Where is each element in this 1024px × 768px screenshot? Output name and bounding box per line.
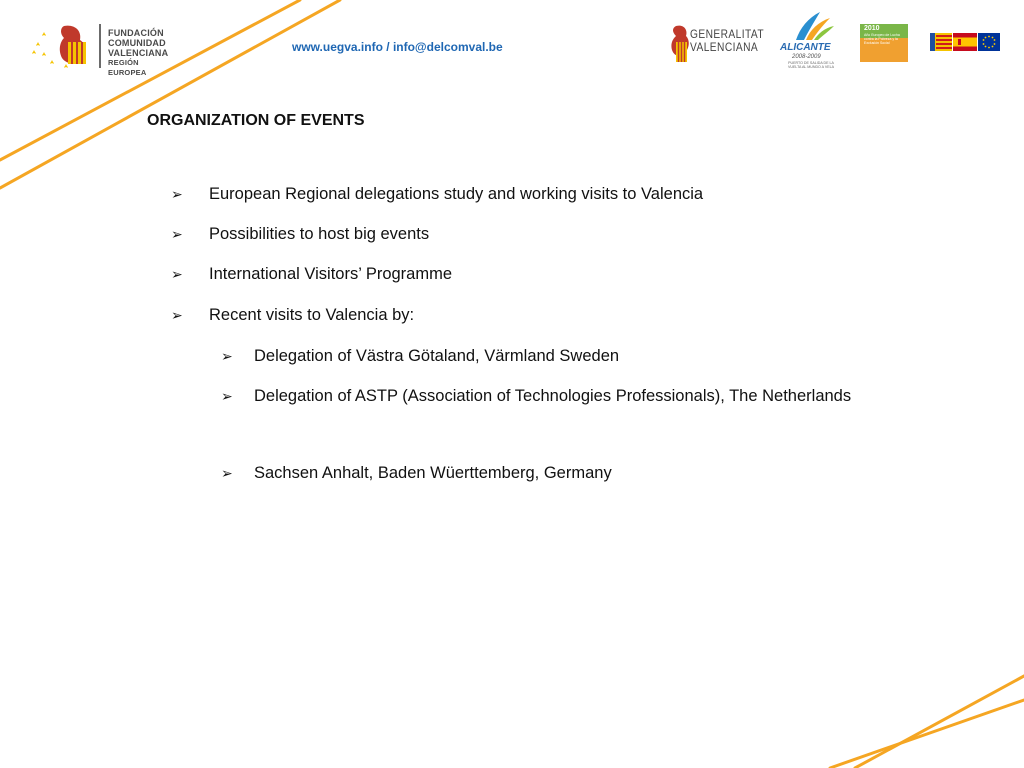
alicante-subtitle: PUERTO DE SALIDA DE LA VUELTA AL MUNDO A VELA bbox=[787, 61, 835, 69]
fundacion-logo bbox=[28, 20, 178, 77]
alicante-name: ALICANTE bbox=[780, 42, 831, 53]
email-link[interactable]: info@delcomval.be bbox=[392, 40, 503, 54]
slide-title: ORGANIZATION OF EVENTS bbox=[147, 112, 365, 129]
arrowhead-bullet-icon: ➢ bbox=[171, 226, 183, 242]
generalitat-emblem-icon bbox=[670, 24, 690, 66]
alicante-logo bbox=[776, 10, 838, 72]
spain-flag-icon bbox=[953, 33, 977, 51]
arrowhead-bullet-icon: ➢ bbox=[171, 186, 183, 202]
eu-flag-icon bbox=[978, 33, 1000, 51]
arrowhead-bullet-icon: ➢ bbox=[171, 266, 183, 282]
generalitat-valenciana-logo bbox=[670, 22, 765, 66]
sail-icon bbox=[776, 10, 838, 44]
website-link[interactable]: www.uegva.info bbox=[292, 40, 383, 54]
fundacion-divider bbox=[99, 24, 101, 68]
generalitat-text: GENERALITAT VALENCIANA bbox=[690, 27, 765, 54]
fundacion-emblem-icon bbox=[28, 20, 100, 72]
alicante-years: 2008-2009 bbox=[792, 54, 821, 60]
arrowhead-bullet-icon: ➢ bbox=[221, 465, 233, 481]
badge-text: Año Europeo de Lucha contra la Pobreza y la Exclusión Social bbox=[864, 33, 900, 45]
valencia-flag-icon bbox=[930, 33, 952, 51]
badge-year: 2010 bbox=[864, 25, 880, 32]
contact-line bbox=[292, 40, 503, 54]
contact-separator: / bbox=[386, 40, 390, 54]
year-2010-badge bbox=[860, 24, 908, 62]
arrowhead-bullet-icon: ➢ bbox=[221, 348, 233, 364]
arrowhead-bullet-icon: ➢ bbox=[171, 307, 183, 323]
flags bbox=[930, 33, 1000, 51]
arrowhead-bullet-icon: ➢ bbox=[221, 388, 233, 404]
fundacion-name: FUNDACIÓN COMUNIDAD VALENCIANA REGIÓN EUROPEA bbox=[108, 28, 169, 77]
